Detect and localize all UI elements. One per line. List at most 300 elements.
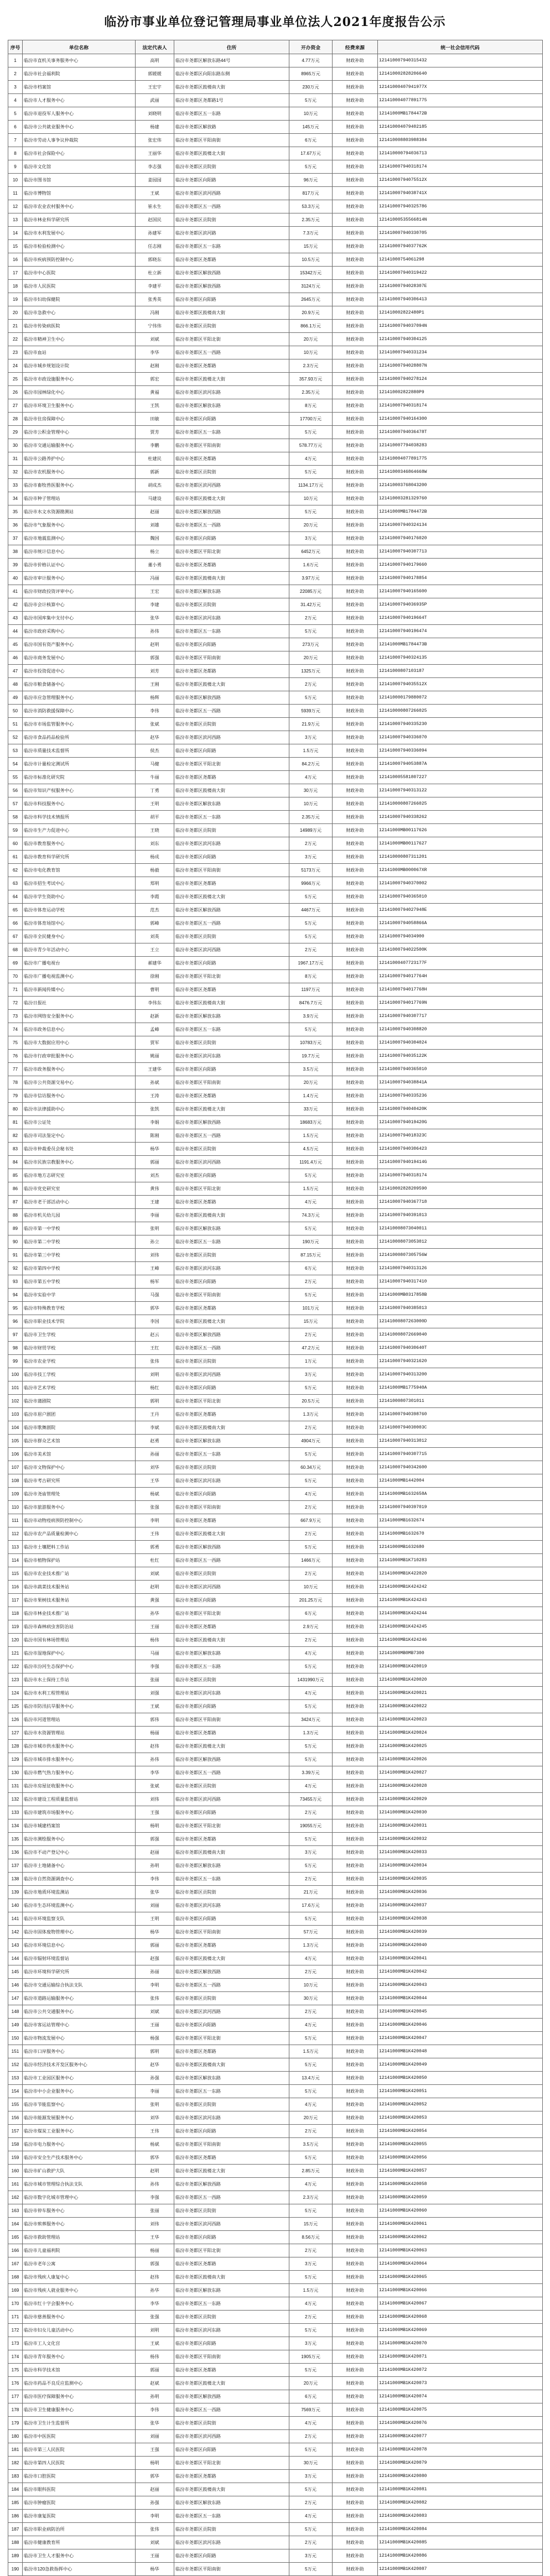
cell-unit-name: 临汾市燃气热力服务中心 — [23, 1766, 136, 1780]
table-row — [8, 1381, 543, 1395]
cell-legal-representative: 杨华 — [136, 1143, 174, 1156]
cell-funding-source: 财政补助 — [333, 2032, 378, 2045]
cell-index: 171 — [8, 2311, 23, 2324]
cell-funding-source: 财政补助 — [333, 121, 378, 134]
cell-legal-representative: 李国 — [136, 1315, 174, 1328]
cell-credit-code: 121410007940304125 — [378, 333, 543, 346]
cell-legal-representative: 王伟 — [136, 2125, 174, 2138]
table-row — [8, 1819, 543, 1833]
cell-index: 36 — [8, 519, 23, 532]
cell-legal-representative: 张斌 — [136, 718, 174, 731]
cell-address: 临汾市尧都区平阳南街 — [174, 134, 289, 147]
cell-legal-representative: 张斌 — [136, 1780, 174, 1793]
table-row — [8, 1581, 543, 1594]
table-row — [8, 2563, 543, 2576]
cell-unit-name: 临汾市图书馆 — [23, 174, 136, 187]
cell-index: 126 — [8, 1713, 23, 1727]
cell-funding-source: 财政补助 — [333, 333, 378, 346]
cell-funding: 667.9万元 — [289, 1514, 333, 1527]
cell-funding: 5万元 — [289, 1833, 333, 1846]
cell-unit-name: 临汾市公共就业服务中心 — [23, 121, 136, 134]
table-row — [8, 1023, 543, 1036]
cell-address: 临汾市尧都区平阳南街 — [174, 1076, 289, 1089]
cell-unit-name: 临汾市计量检定测试所 — [23, 758, 136, 771]
cell-funding: 2.85万元 — [289, 2165, 333, 2178]
table-row — [8, 174, 543, 187]
cell-credit-code: 121410007940335230 — [378, 718, 543, 731]
cell-index: 95 — [8, 1302, 23, 1315]
cell-funding: 1.3万元 — [289, 1939, 333, 1952]
table-row — [8, 1634, 543, 1647]
cell-unit-name: 临汾市地方志研究室 — [23, 1169, 136, 1182]
table-row — [8, 1899, 543, 1912]
cell-funding: 14989万元 — [289, 824, 333, 837]
table-row — [8, 2377, 543, 2390]
cell-funding-source: 财政补助 — [333, 904, 378, 917]
cell-funding: 15万元 — [289, 240, 333, 253]
cell-address: 临汾市尧都区五一东路 — [174, 1660, 289, 1673]
cell-funding-source: 财政补助 — [333, 1395, 378, 1408]
cell-legal-representative: 刘伟 — [136, 2218, 174, 2231]
cell-credit-code: 121410002828206640 — [378, 67, 543, 81]
cell-unit-name: 临汾市肿瘤医院 — [23, 2496, 136, 2510]
cell-legal-representative: 孙明 — [136, 1859, 174, 1873]
cell-credit-code: 121410007940385013 — [378, 1302, 543, 1315]
cell-legal-representative: 王红 — [136, 1342, 174, 1355]
cell-index: 104 — [8, 1421, 23, 1435]
cell-unit-name: 临汾市建设工程质量监督站 — [23, 1793, 136, 1806]
cell-funding-source: 财政补助 — [333, 638, 378, 651]
cell-unit-name: 临汾市蒲剧院 — [23, 1395, 136, 1408]
table-row — [8, 1833, 543, 1846]
cell-index: 29 — [8, 426, 23, 439]
cell-credit-code: 121410007940318174 — [378, 160, 543, 174]
cell-index: 42 — [8, 598, 23, 612]
cell-legal-representative: 孙丽 — [136, 1448, 174, 1461]
cell-unit-name: 临汾市公证处 — [23, 1116, 136, 1129]
cell-unit-name: 临汾市妇女儿童活动中心 — [23, 2324, 136, 2337]
cell-funding: 13.4万元 — [289, 2072, 333, 2085]
cell-funding-source: 财政补助 — [333, 1209, 378, 1222]
cell-funding: 2万元 — [289, 1527, 333, 1541]
cell-funding-source: 财政补助 — [333, 492, 378, 505]
cell-unit-name: 临汾市人才服务中心 — [23, 94, 136, 107]
table-row — [8, 2244, 543, 2257]
cell-index: 59 — [8, 824, 23, 837]
table-row — [8, 1514, 543, 1527]
cell-credit-code: 12141000346864668W — [378, 466, 543, 479]
cell-unit-name: 临汾市救助管理站 — [23, 2231, 136, 2244]
cell-index: 67 — [8, 930, 23, 943]
cell-unit-name: 临汾市中小企业服务中心 — [23, 2085, 136, 2098]
cell-unit-name: 临汾市中心医院 — [23, 267, 136, 280]
cell-unit-name: 临汾市尧庙管理处 — [23, 1488, 136, 1501]
cell-index: 8 — [8, 147, 23, 160]
cell-funding-source: 财政补助 — [333, 466, 378, 479]
cell-index: 58 — [8, 811, 23, 824]
cell-legal-representative: 宁伟伟 — [136, 320, 174, 333]
cell-funding: 3万元 — [289, 1846, 333, 1859]
cell-funding: 3万元 — [289, 731, 333, 744]
cell-address: 临汾市尧都区解放东路 — [174, 585, 289, 598]
cell-unit-name: 临汾市固体废物管理中心 — [23, 1926, 136, 1939]
table-row — [8, 1740, 543, 1753]
cell-credit-code: 12141000MB1K420028 — [378, 1780, 543, 1793]
cell-unit-name: 临汾市美术馆 — [23, 1448, 136, 1461]
cell-funding: 5万元 — [289, 1660, 333, 1673]
table-row — [8, 612, 543, 625]
cell-funding: 10万元 — [289, 1979, 333, 1992]
cell-index: 82 — [8, 1129, 23, 1143]
cell-index: 50 — [8, 705, 23, 718]
cell-legal-representative: 张华 — [136, 612, 174, 625]
cell-address: 临汾市尧都区向阳路 — [174, 1806, 289, 1819]
cell-unit-name: 临汾市林业科学研究所 — [23, 213, 136, 227]
cell-funding-source: 财政补助 — [333, 532, 378, 545]
table-row — [8, 2231, 543, 2244]
cell-index: 127 — [8, 1727, 23, 1740]
cell-legal-representative: 李伟东 — [136, 997, 174, 1010]
cell-unit-name: 临汾市老年公寓 — [23, 2257, 136, 2271]
page-title: 临汾市事业单位登记管理局事业单位法人2021年度报告公示 — [104, 15, 446, 29]
cell-funding-source: 财政补助 — [333, 1740, 378, 1753]
cell-address: 临汾市尧都区解放西路 — [174, 505, 289, 519]
cell-address: 临汾市尧都区滨河西路 — [174, 1368, 289, 1381]
cell-funding: 2万元 — [289, 943, 333, 957]
cell-funding: 4.5万元 — [289, 1143, 333, 1156]
cell-unit-name: 临汾市农机服务中心 — [23, 466, 136, 479]
cell-legal-representative: 杨建 — [136, 121, 174, 134]
table-row — [8, 758, 543, 771]
cell-credit-code: 12141000MB1K420058 — [378, 2178, 543, 2191]
cell-index: 116 — [8, 1581, 23, 1594]
cell-funding-source: 财政补助 — [333, 505, 378, 519]
cell-funding-source: 财政补助 — [333, 439, 378, 452]
cell-credit-code: 121410008072669040 — [378, 1328, 543, 1342]
cell-funding: 866.1万元 — [289, 320, 333, 333]
table-row — [8, 320, 543, 333]
cell-legal-representative: 黄强 — [136, 1594, 174, 1607]
cell-funding: 5万元 — [289, 2364, 333, 2377]
cell-funding-source: 财政补助 — [333, 1023, 378, 1036]
cell-address: 临汾市尧都区贡院街 — [174, 320, 289, 333]
cell-unit-name: 临汾市第一中学校 — [23, 1222, 136, 1235]
cell-funding: 3124万元 — [289, 280, 333, 293]
cell-credit-code: 12141000794019414G — [378, 1156, 543, 1169]
cell-legal-representative: 王晓 — [136, 824, 174, 837]
cell-address: 临汾市尧都区滨河路 — [174, 227, 289, 240]
cell-funding-source: 财政补助 — [333, 187, 378, 200]
cell-legal-representative: 范杰 — [136, 904, 174, 917]
cell-address: 临汾市尧都区向阳路 — [174, 851, 289, 864]
cell-legal-representative: 董小勇 — [136, 559, 174, 572]
report-table — [8, 40, 543, 2576]
cell-legal-representative: 王立 — [136, 943, 174, 957]
cell-unit-name: 临汾市职业技术学院 — [23, 1315, 136, 1328]
table-row — [8, 1594, 543, 1607]
cell-legal-representative: 张明 — [136, 2098, 174, 2111]
cell-funding-source: 财政补助 — [333, 2457, 378, 2470]
cell-credit-code: 12141000MB1K420078 — [378, 2443, 543, 2457]
cell-funding-source: 财政补助 — [333, 134, 378, 147]
cell-index: 10 — [8, 174, 23, 187]
cell-funding-source: 财政补助 — [333, 2549, 378, 2563]
cell-index: 155 — [8, 2098, 23, 2111]
cell-credit-code: 12141000MB1K420079 — [378, 2457, 543, 2470]
cell-address: 临汾市尧都区平阳南街 — [174, 1289, 289, 1302]
cell-index: 117 — [8, 1594, 23, 1607]
cell-unit-name: 临汾市殡葬服务中心 — [23, 2218, 136, 2231]
cell-funding-source: 财政补助 — [333, 2311, 378, 2324]
cell-funding-source: 财政补助 — [333, 1939, 378, 1952]
cell-funding: 10万元 — [289, 797, 333, 811]
cell-index: 25 — [8, 373, 23, 386]
table-row — [8, 1859, 543, 1873]
cell-credit-code: 12141000794038741X — [378, 187, 543, 200]
cell-credit-code: 12141000MB1K420062 — [378, 2231, 543, 2244]
cell-funding-source: 财政补助 — [333, 811, 378, 824]
cell-credit-code: 12141000MB000067XR — [378, 864, 543, 877]
cell-index: 72 — [8, 997, 23, 1010]
cell-index: 101 — [8, 1381, 23, 1395]
table-row — [8, 2191, 543, 2204]
cell-index: 90 — [8, 1235, 23, 1249]
cell-credit-code: 121410002822480P1 — [378, 306, 543, 320]
cell-credit-code: 12141000MB1K420080 — [378, 2470, 543, 2483]
cell-funding-source: 财政补助 — [333, 2072, 378, 2085]
cell-address: 临汾市尧都区尧都路 — [174, 1939, 289, 1952]
cell-legal-representative: 刘丽 — [136, 2430, 174, 2443]
cell-funding-source: 财政补助 — [333, 67, 378, 81]
cell-funding-source: 财政补助 — [333, 1182, 378, 1196]
cell-index: 105 — [8, 1435, 23, 1448]
table-row — [8, 1435, 543, 1448]
cell-unit-name: 临汾市安全生产技术服务中心 — [23, 2151, 136, 2165]
cell-index: 22 — [8, 333, 23, 346]
cell-credit-code: 12141000MB00117627 — [378, 837, 543, 851]
cell-address: 临汾市尧都区向阳东路东侧 — [174, 67, 289, 81]
cell-legal-representative: 赵丽 — [136, 2483, 174, 2496]
cell-legal-representative: 李丽 — [136, 2085, 174, 2098]
cell-legal-representative: 王丽 — [136, 2549, 174, 2563]
cell-unit-name: 临汾市地震监测中心 — [23, 532, 136, 545]
cell-unit-name: 临汾市物流发展中心 — [23, 2032, 136, 2045]
cell-funding-source: 财政补助 — [333, 2350, 378, 2364]
cell-credit-code: 12141000MB1K420072 — [378, 2364, 543, 2377]
cell-credit-code: 12141000MB1K420033 — [378, 1846, 543, 1859]
cell-address: 临汾市尧都区滨河东路 — [174, 612, 289, 625]
cell-credit-code: 12141000MB1K420073 — [378, 2377, 543, 2390]
cell-unit-name: 临汾市歌舞剧院 — [23, 1421, 136, 1435]
cell-funding: 5万元 — [289, 2271, 333, 2284]
cell-index: 128 — [8, 1740, 23, 1753]
cell-unit-name: 临汾市公共资源交易中心 — [23, 1076, 136, 1089]
cell-unit-name: 临汾市司法鉴定中心 — [23, 1129, 136, 1143]
cell-credit-code: 12141000MB1K420026 — [378, 1753, 543, 1766]
cell-credit-code: 12141000MB1K420023 — [378, 1713, 543, 1727]
cell-funding: 20万元 — [289, 651, 333, 665]
cell-credit-code: 12141000MB1K424243 — [378, 1594, 543, 1607]
cell-index: 184 — [8, 2483, 23, 2496]
cell-address: 临汾市尧都区向阳路 — [174, 2549, 289, 2563]
table-row — [8, 267, 543, 280]
cell-legal-representative: 刘丽 — [136, 1899, 174, 1912]
cell-unit-name: 临汾市体育场馆中心 — [23, 917, 136, 930]
cell-legal-representative: 李斌 — [136, 1421, 174, 1435]
cell-legal-representative: 杨成 — [136, 851, 174, 864]
cell-credit-code: 12141000794030640T — [378, 1342, 543, 1355]
cell-funding: 8965万元 — [289, 67, 333, 81]
cell-legal-representative: 孙伟 — [136, 625, 174, 638]
cell-address: 临汾市尧都区贡院街 — [174, 2417, 289, 2430]
cell-funding: 5万元 — [289, 2324, 333, 2337]
cell-funding-source: 财政补助 — [333, 2271, 378, 2284]
cell-address: 临汾市尧都区鼓楼北大街 — [174, 1315, 289, 1328]
cell-address: 临汾市尧都区滨河东路 — [174, 1899, 289, 1912]
cell-address: 临汾市尧都区向阳路 — [174, 2231, 289, 2244]
cell-address: 临汾市尧都区向阳路 — [174, 174, 289, 187]
cell-address: 临汾市尧都区平阳南街 — [174, 2563, 289, 2576]
cell-funding-source: 财政补助 — [333, 744, 378, 758]
cell-legal-representative: 郭华 — [136, 2470, 174, 2483]
cell-unit-name: 临汾市科技服务中心 — [23, 797, 136, 811]
cell-funding: 5万元 — [289, 1448, 333, 1461]
cell-address: 临汾市尧都区贡院街 — [174, 1355, 289, 1368]
cell-legal-representative: 刘晓明 — [136, 107, 174, 121]
cell-credit-code: 121410007940278124 — [378, 373, 543, 386]
cell-funding: 5万元 — [289, 1740, 333, 1753]
table-row — [8, 2430, 543, 2443]
table-row — [8, 227, 543, 240]
cell-legal-representative: 孙强 — [136, 2072, 174, 2085]
cell-index: 112 — [8, 1527, 23, 1541]
cell-unit-name: 临汾市口岸服务中心 — [23, 2045, 136, 2058]
cell-unit-name: 临汾市气象服务中心 — [23, 519, 136, 532]
cell-index: 114 — [8, 1554, 23, 1567]
cell-legal-representative: 王丽 — [136, 2019, 174, 2032]
cell-credit-code: 12141000794017764H — [378, 970, 543, 983]
table-row — [8, 2072, 543, 2085]
cell-funding: 22085万元 — [289, 585, 333, 598]
cell-funding-source: 财政补助 — [333, 386, 378, 399]
cell-credit-code: 12141000794017768H — [378, 983, 543, 997]
table-row — [8, 1196, 543, 1209]
cell-address: 临汾市尧都区鼓楼北大街 — [174, 2165, 289, 2178]
cell-funding: 4万元 — [289, 1196, 333, 1209]
cell-credit-code: 121410007940391013 — [378, 1209, 543, 1222]
cell-index: 51 — [8, 718, 23, 731]
cell-address: 临汾市尧都区五一东路 — [174, 2510, 289, 2523]
cell-legal-representative: 郭伟 — [136, 1713, 174, 1727]
cell-index: 4 — [8, 94, 23, 107]
cell-funding-source: 财政补助 — [333, 280, 378, 293]
cell-funding: 10万元 — [289, 107, 333, 121]
cell-legal-representative: 马丽 — [136, 1647, 174, 1660]
cell-legal-representative: 郝建华 — [136, 957, 174, 970]
cell-index: 57 — [8, 797, 23, 811]
cell-credit-code: 12141000MB1K420077 — [378, 2430, 543, 2443]
cell-legal-representative: 郭明 — [136, 2045, 174, 2058]
cell-credit-code: 12141000MB0317858B — [378, 1289, 543, 1302]
cell-funding-source: 财政补助 — [333, 970, 378, 983]
cell-unit-name: 临汾市卫生学校 — [23, 1328, 136, 1342]
cell-unit-name: 临汾市环境科学研究所 — [23, 1965, 136, 1979]
cell-credit-code: 12141000794037762K — [378, 240, 543, 253]
cell-credit-code: 121410007940313126 — [378, 1262, 543, 1275]
cell-funding: 2万元 — [289, 837, 333, 851]
table-row — [8, 2324, 543, 2337]
cell-index: 123 — [8, 1673, 23, 1687]
table-row — [8, 2510, 543, 2523]
cell-unit-name: 临汾市党史研究室 — [23, 1182, 136, 1196]
cell-legal-representative: 孟峰 — [136, 1023, 174, 1036]
cell-unit-name: 临汾市房屋征收服务中心 — [23, 1780, 136, 1793]
cell-address: 临汾市尧都区向阳路 — [174, 1488, 289, 1501]
cell-unit-name: 临汾市康复医院 — [23, 2510, 136, 2523]
cell-funding: 2万元 — [289, 1634, 333, 1647]
cell-unit-name: 临汾市土壤肥料工作站 — [23, 1541, 136, 1554]
cell-legal-representative: 王凯 — [136, 399, 174, 413]
cell-legal-representative: 胡成杰 — [136, 479, 174, 492]
cell-funding: 2万元 — [289, 1275, 333, 1289]
table-row — [8, 864, 543, 877]
cell-funding-source: 财政补助 — [333, 519, 378, 532]
cell-unit-name: 临汾市动物疫病预防控制中心 — [23, 1514, 136, 1527]
cell-unit-name: 临汾市法律援助中心 — [23, 1103, 136, 1116]
cell-legal-representative: 郭新 — [136, 466, 174, 479]
cell-unit-name: 临汾市市场监管服务中心 — [23, 718, 136, 731]
cell-funding: 190万元 — [289, 1235, 333, 1249]
cell-funding: 19055万元 — [289, 1819, 333, 1833]
cell-unit-name: 临汾市卫生健康服务中心 — [23, 2403, 136, 2417]
table-row — [8, 187, 543, 200]
cell-unit-name: 临汾市信访服务中心 — [23, 1089, 136, 1103]
cell-funding-source: 财政补助 — [333, 1727, 378, 1740]
cell-unit-name: 临汾市园林绿化中心 — [23, 386, 136, 399]
cell-legal-representative: 刘华 — [136, 2111, 174, 2125]
cell-funding-source: 财政补助 — [333, 917, 378, 930]
cell-funding: 20万元 — [289, 1076, 333, 1089]
table-row — [8, 1235, 543, 1249]
cell-legal-representative: 郭丽 — [136, 1156, 174, 1169]
cell-legal-representative: 田敏 — [136, 413, 174, 426]
cell-funding-source: 财政补助 — [333, 1063, 378, 1076]
cell-index: 187 — [8, 2523, 23, 2536]
cell-unit-name: 临汾市儿童福利院 — [23, 2244, 136, 2257]
cell-address: 临汾市尧都区滨河东路 — [174, 1050, 289, 1063]
cell-credit-code: 121410000179880072 — [378, 691, 543, 705]
cell-unit-name: 临汾市残疾人康复中心 — [23, 2271, 136, 2284]
cell-legal-representative: 马建设 — [136, 492, 174, 505]
cell-unit-name: 临汾市国库集中支付中心 — [23, 612, 136, 625]
table-row — [8, 1660, 543, 1673]
cell-unit-name: 临汾市农产品质量检测中心 — [23, 1527, 136, 1541]
cell-funding: 3万元 — [289, 532, 333, 545]
table-row — [8, 1501, 543, 1514]
cell-index: 166 — [8, 2244, 23, 2257]
cell-credit-code: 121410007940313200 — [378, 1368, 543, 1381]
cell-index: 186 — [8, 2510, 23, 2523]
cell-credit-code: 12141000MB00117626 — [378, 824, 543, 837]
cell-index: 103 — [8, 1408, 23, 1421]
table-row — [8, 1275, 543, 1289]
cell-unit-name: 临汾市生产力促进中心 — [23, 824, 136, 837]
cell-address: 临汾市尧都区五一西路 — [174, 346, 289, 359]
table-row — [8, 1408, 543, 1421]
cell-funding: 19.7万元 — [289, 1050, 333, 1063]
cell-legal-representative: 李伟 — [136, 705, 174, 718]
cell-index: 85 — [8, 1169, 23, 1182]
